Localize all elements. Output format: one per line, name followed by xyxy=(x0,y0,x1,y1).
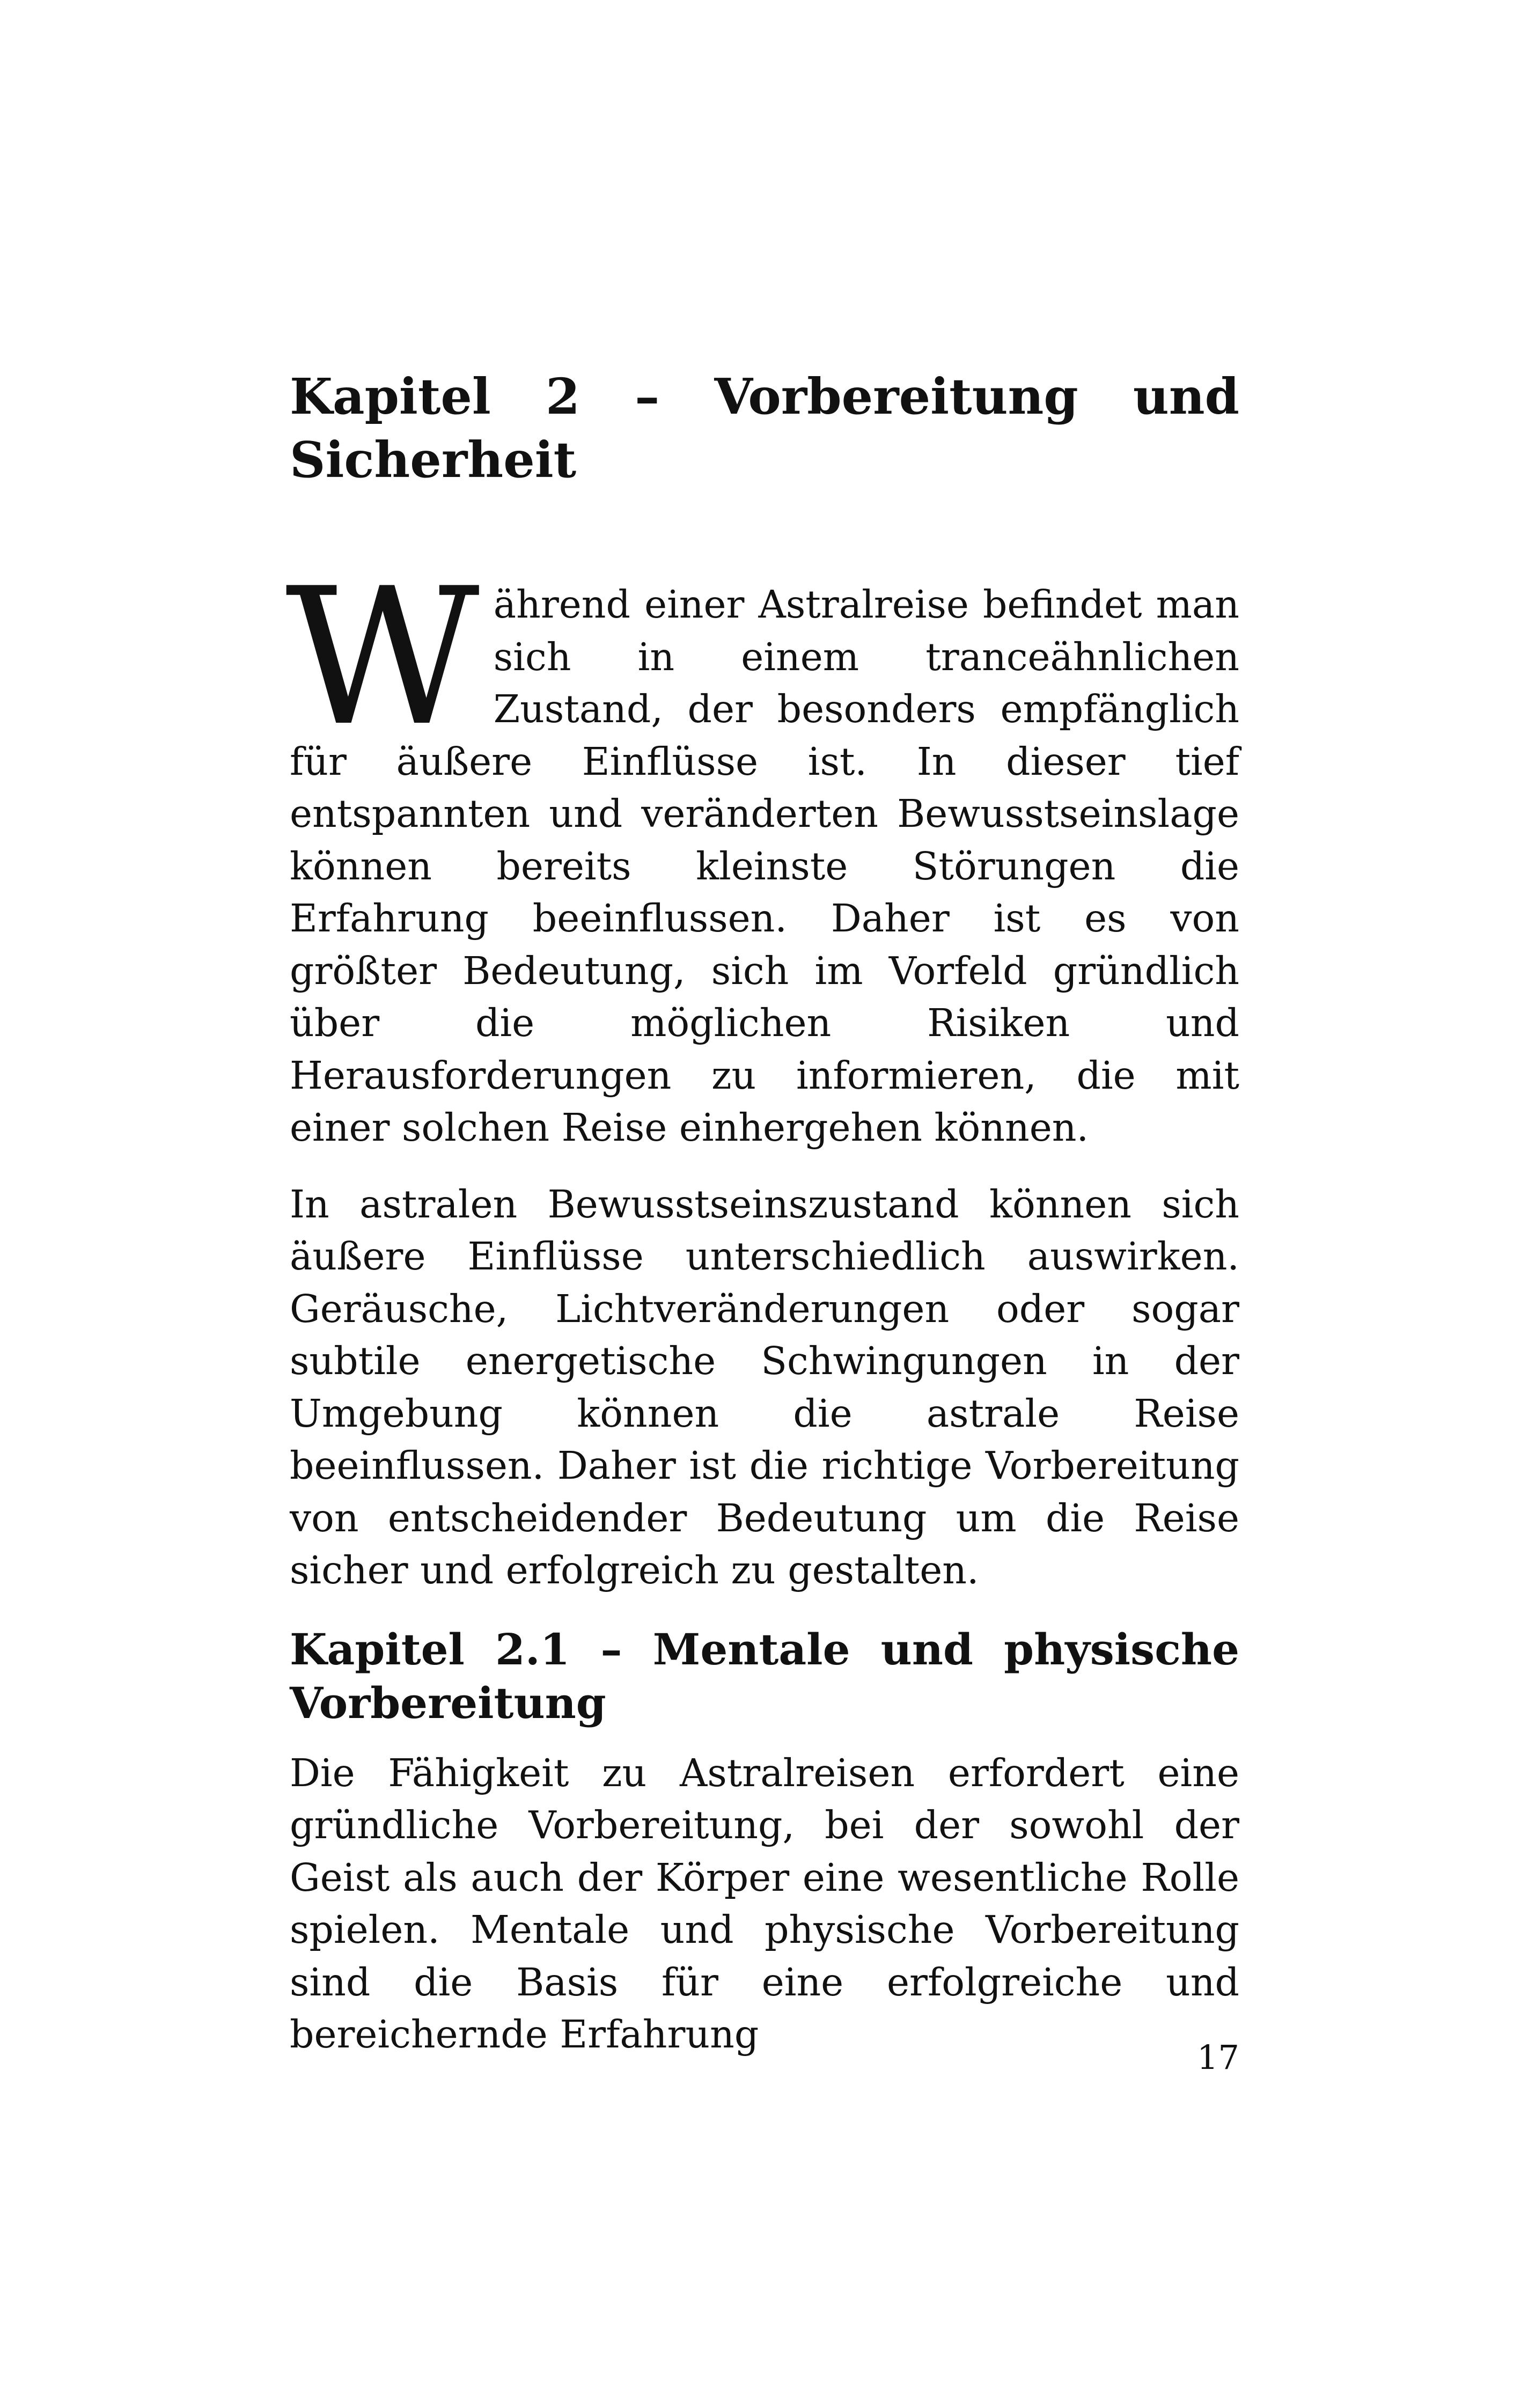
subchapter-heading-line2: Vorbereitung xyxy=(290,1677,606,1728)
page-number: 17 xyxy=(1197,2038,1239,2077)
page-content xyxy=(285,365,1239,2061)
subchapter-heading xyxy=(290,1623,1239,1730)
chapter-heading-line1: Kapitel 2 – Vorbereitung und xyxy=(290,368,1239,425)
paragraph-intro-text: ährend einer Astralreise befindet man sich in einem tranceähnlichen Zustand, der besonders empfänglich für äußere Einflüsse ist. In dieser tief entspannten und veränderten Bewusstseinslage können bereits kleinste Störungen die Erfahrung beeinflussen. Daher ist es von größter Bedeutung, sich im Vorfeld gründlich über die möglichen Risiken und Herausforderungen zu informieren, die mit einer solchen Reise einhergehen können. xyxy=(290,582,1239,1150)
paragraph-astral-state: In astralen Bewusstseinszustand können sich äußere Einflüsse unterschiedlich auswirken. Geräusche, Lichtveränderungen oder sogar subtile energetische Schwingungen in der Umgebung können die astrale Reise beeinflussen. Daher ist die richtige Vorbereitung von entscheidender Bedeutung um die Reise sicher und erfolgreich zu gestalten. xyxy=(290,1181,1239,1592)
paragraph-preparation: Die Fähigkeit zu Astralreisen erfordert eine gründliche Vorbereitung, bei der sowohl der Geist als auch der Körper eine wesentliche Rolle spielen. Mentale und physische Vorbereitung sind die Basis für eine erfolgreiche und bereichernde Erfahrung xyxy=(290,1750,1239,2057)
drop-cap-letter: W xyxy=(285,548,480,768)
subchapter-heading-line1: Kapitel 2.1 – Mentale und physische xyxy=(290,1624,1239,1675)
chapter-heading-line2: Sicherheit xyxy=(290,431,577,489)
chapter-heading xyxy=(290,365,1239,491)
paragraph-intro xyxy=(285,548,1239,1154)
